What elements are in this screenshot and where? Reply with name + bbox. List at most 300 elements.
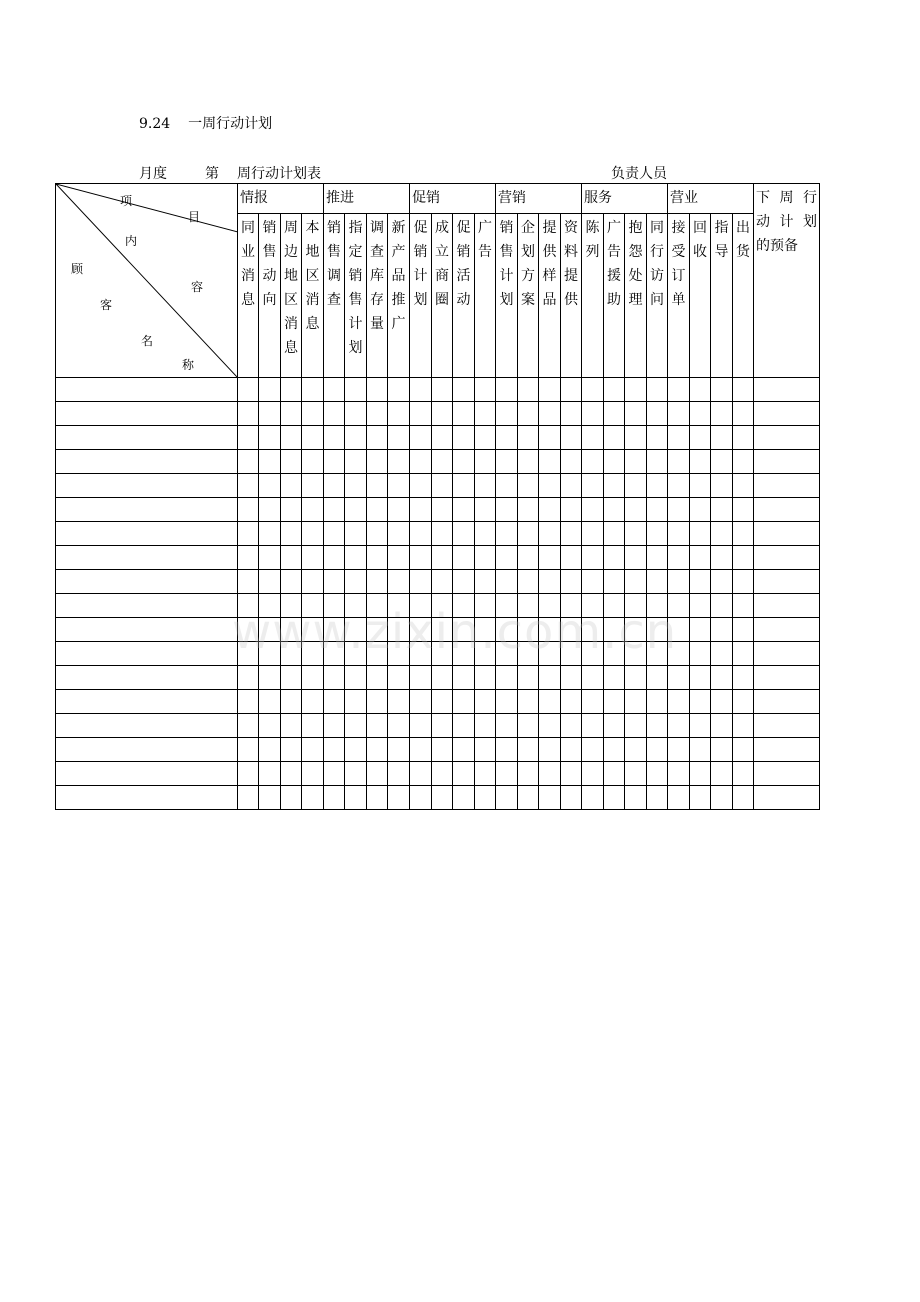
table-cell[interactable] <box>582 642 604 666</box>
table-cell[interactable] <box>238 450 259 474</box>
table-cell[interactable] <box>238 474 259 498</box>
table-cell[interactable] <box>647 618 668 642</box>
table-cell[interactable] <box>410 714 432 738</box>
table-cell[interactable] <box>302 450 324 474</box>
table-cell[interactable] <box>539 474 561 498</box>
table-cell[interactable] <box>410 498 432 522</box>
table-cell[interactable] <box>410 402 432 426</box>
table-cell[interactable] <box>561 498 582 522</box>
table-cell[interactable] <box>302 498 324 522</box>
table-cell[interactable] <box>561 474 582 498</box>
table-cell[interactable] <box>367 762 388 786</box>
table-cell[interactable] <box>625 786 647 810</box>
table-cell[interactable] <box>259 570 281 594</box>
table-cell[interactable] <box>582 594 604 618</box>
table-cell[interactable] <box>604 714 625 738</box>
table-cell[interactable] <box>367 498 388 522</box>
table-cell[interactable] <box>475 570 496 594</box>
table-cell[interactable] <box>324 618 345 642</box>
table-cell[interactable] <box>647 378 668 402</box>
table-cell[interactable] <box>410 570 432 594</box>
table-cell[interactable] <box>345 714 367 738</box>
table-cell[interactable] <box>453 738 475 762</box>
table-cell[interactable] <box>518 762 539 786</box>
next-week-plan-cell[interactable] <box>754 690 820 714</box>
table-cell[interactable] <box>733 714 754 738</box>
table-cell[interactable] <box>625 426 647 450</box>
table-cell[interactable] <box>281 594 302 618</box>
table-cell[interactable] <box>281 570 302 594</box>
table-cell[interactable] <box>432 378 453 402</box>
table-cell[interactable] <box>324 402 345 426</box>
table-cell[interactable] <box>711 762 733 786</box>
table-cell[interactable] <box>733 666 754 690</box>
table-cell[interactable] <box>345 426 367 450</box>
table-cell[interactable] <box>475 426 496 450</box>
table-cell[interactable] <box>324 570 345 594</box>
table-cell[interactable] <box>625 642 647 666</box>
table-cell[interactable] <box>410 474 432 498</box>
table-cell[interactable] <box>518 714 539 738</box>
table-cell[interactable] <box>518 738 539 762</box>
table-cell[interactable] <box>539 666 561 690</box>
table-cell[interactable] <box>324 762 345 786</box>
table-cell[interactable] <box>668 546 690 570</box>
next-week-plan-cell[interactable] <box>754 594 820 618</box>
table-cell[interactable] <box>367 690 388 714</box>
table-cell[interactable] <box>453 402 475 426</box>
table-cell[interactable] <box>496 402 518 426</box>
table-cell[interactable] <box>733 642 754 666</box>
customer-name-cell[interactable] <box>56 546 238 570</box>
table-cell[interactable] <box>388 570 410 594</box>
table-cell[interactable] <box>625 546 647 570</box>
table-cell[interactable] <box>733 426 754 450</box>
table-cell[interactable] <box>582 618 604 642</box>
next-week-plan-cell[interactable] <box>754 498 820 522</box>
table-cell[interactable] <box>345 402 367 426</box>
table-cell[interactable] <box>238 666 259 690</box>
table-cell[interactable] <box>410 546 432 570</box>
table-cell[interactable] <box>582 738 604 762</box>
table-cell[interactable] <box>238 498 259 522</box>
customer-name-cell[interactable] <box>56 690 238 714</box>
table-cell[interactable] <box>302 738 324 762</box>
table-cell[interactable] <box>475 714 496 738</box>
table-cell[interactable] <box>668 618 690 642</box>
table-cell[interactable] <box>690 426 711 450</box>
table-cell[interactable] <box>238 402 259 426</box>
table-cell[interactable] <box>690 762 711 786</box>
table-cell[interactable] <box>345 522 367 546</box>
customer-name-cell[interactable] <box>56 474 238 498</box>
table-cell[interactable] <box>281 474 302 498</box>
table-cell[interactable] <box>302 714 324 738</box>
table-cell[interactable] <box>604 618 625 642</box>
table-cell[interactable] <box>238 738 259 762</box>
table-cell[interactable] <box>582 762 604 786</box>
table-cell[interactable] <box>367 450 388 474</box>
table-cell[interactable] <box>324 666 345 690</box>
table-cell[interactable] <box>539 738 561 762</box>
table-cell[interactable] <box>302 690 324 714</box>
table-cell[interactable] <box>453 594 475 618</box>
table-cell[interactable] <box>582 474 604 498</box>
table-cell[interactable] <box>711 426 733 450</box>
table-cell[interactable] <box>733 594 754 618</box>
table-cell[interactable] <box>238 594 259 618</box>
table-cell[interactable] <box>539 714 561 738</box>
table-cell[interactable] <box>410 618 432 642</box>
next-week-plan-cell[interactable] <box>754 762 820 786</box>
table-cell[interactable] <box>496 570 518 594</box>
table-cell[interactable] <box>647 546 668 570</box>
table-cell[interactable] <box>604 570 625 594</box>
table-cell[interactable] <box>496 546 518 570</box>
table-cell[interactable] <box>625 522 647 546</box>
next-week-plan-cell[interactable] <box>754 786 820 810</box>
table-cell[interactable] <box>302 762 324 786</box>
table-cell[interactable] <box>388 546 410 570</box>
table-cell[interactable] <box>711 714 733 738</box>
table-cell[interactable] <box>690 498 711 522</box>
table-cell[interactable] <box>496 666 518 690</box>
next-week-plan-cell[interactable] <box>754 426 820 450</box>
table-cell[interactable] <box>388 618 410 642</box>
table-cell[interactable] <box>432 450 453 474</box>
table-cell[interactable] <box>345 570 367 594</box>
table-cell[interactable] <box>668 666 690 690</box>
table-cell[interactable] <box>496 714 518 738</box>
table-cell[interactable] <box>582 402 604 426</box>
customer-name-cell[interactable] <box>56 714 238 738</box>
table-cell[interactable] <box>539 786 561 810</box>
table-cell[interactable] <box>604 594 625 618</box>
table-cell[interactable] <box>518 642 539 666</box>
table-cell[interactable] <box>388 642 410 666</box>
table-cell[interactable] <box>711 690 733 714</box>
table-cell[interactable] <box>647 666 668 690</box>
table-cell[interactable] <box>690 402 711 426</box>
table-cell[interactable] <box>711 570 733 594</box>
table-cell[interactable] <box>604 450 625 474</box>
table-cell[interactable] <box>711 642 733 666</box>
table-cell[interactable] <box>302 546 324 570</box>
table-cell[interactable] <box>324 738 345 762</box>
table-cell[interactable] <box>561 738 582 762</box>
table-cell[interactable] <box>733 378 754 402</box>
table-cell[interactable] <box>475 786 496 810</box>
table-cell[interactable] <box>733 738 754 762</box>
table-cell[interactable] <box>582 786 604 810</box>
table-cell[interactable] <box>302 642 324 666</box>
table-cell[interactable] <box>345 642 367 666</box>
table-cell[interactable] <box>388 426 410 450</box>
table-cell[interactable] <box>345 378 367 402</box>
table-cell[interactable] <box>324 426 345 450</box>
table-cell[interactable] <box>625 570 647 594</box>
table-cell[interactable] <box>690 618 711 642</box>
table-cell[interactable] <box>238 642 259 666</box>
table-cell[interactable] <box>345 690 367 714</box>
table-cell[interactable] <box>410 642 432 666</box>
customer-name-cell[interactable] <box>56 786 238 810</box>
table-cell[interactable] <box>367 786 388 810</box>
table-cell[interactable] <box>711 378 733 402</box>
next-week-plan-cell[interactable] <box>754 714 820 738</box>
table-cell[interactable] <box>302 474 324 498</box>
table-cell[interactable] <box>302 402 324 426</box>
table-cell[interactable] <box>259 690 281 714</box>
table-cell[interactable] <box>668 642 690 666</box>
table-cell[interactable] <box>281 450 302 474</box>
table-cell[interactable] <box>539 594 561 618</box>
table-cell[interactable] <box>561 666 582 690</box>
table-cell[interactable] <box>711 522 733 546</box>
table-cell[interactable] <box>539 402 561 426</box>
table-cell[interactable] <box>733 498 754 522</box>
table-cell[interactable] <box>367 546 388 570</box>
next-week-plan-cell[interactable] <box>754 474 820 498</box>
table-cell[interactable] <box>604 474 625 498</box>
table-cell[interactable] <box>345 546 367 570</box>
table-cell[interactable] <box>604 762 625 786</box>
table-cell[interactable] <box>496 450 518 474</box>
table-cell[interactable] <box>367 474 388 498</box>
table-cell[interactable] <box>496 642 518 666</box>
table-cell[interactable] <box>668 450 690 474</box>
table-cell[interactable] <box>668 714 690 738</box>
next-week-plan-cell[interactable] <box>754 522 820 546</box>
table-cell[interactable] <box>647 738 668 762</box>
table-cell[interactable] <box>690 594 711 618</box>
table-cell[interactable] <box>475 618 496 642</box>
customer-name-cell[interactable] <box>56 666 238 690</box>
table-cell[interactable] <box>367 378 388 402</box>
table-cell[interactable] <box>625 618 647 642</box>
table-cell[interactable] <box>668 402 690 426</box>
table-cell[interactable] <box>690 738 711 762</box>
table-cell[interactable] <box>475 594 496 618</box>
table-cell[interactable] <box>345 786 367 810</box>
table-cell[interactable] <box>539 450 561 474</box>
table-cell[interactable] <box>324 450 345 474</box>
table-cell[interactable] <box>711 666 733 690</box>
table-cell[interactable] <box>238 522 259 546</box>
table-cell[interactable] <box>668 738 690 762</box>
table-cell[interactable] <box>518 426 539 450</box>
table-cell[interactable] <box>432 618 453 642</box>
table-cell[interactable] <box>604 426 625 450</box>
table-cell[interactable] <box>518 450 539 474</box>
next-week-plan-cell[interactable] <box>754 570 820 594</box>
table-cell[interactable] <box>281 714 302 738</box>
table-cell[interactable] <box>259 786 281 810</box>
customer-name-cell[interactable] <box>56 402 238 426</box>
table-cell[interactable] <box>690 714 711 738</box>
table-cell[interactable] <box>475 546 496 570</box>
table-cell[interactable] <box>604 498 625 522</box>
table-cell[interactable] <box>475 402 496 426</box>
table-cell[interactable] <box>367 522 388 546</box>
table-cell[interactable] <box>302 594 324 618</box>
table-cell[interactable] <box>668 522 690 546</box>
table-cell[interactable] <box>345 738 367 762</box>
table-cell[interactable] <box>625 402 647 426</box>
table-cell[interactable] <box>733 690 754 714</box>
table-cell[interactable] <box>432 474 453 498</box>
table-cell[interactable] <box>388 690 410 714</box>
table-cell[interactable] <box>539 546 561 570</box>
table-cell[interactable] <box>582 570 604 594</box>
table-cell[interactable] <box>432 738 453 762</box>
table-cell[interactable] <box>432 690 453 714</box>
table-cell[interactable] <box>647 474 668 498</box>
table-cell[interactable] <box>453 426 475 450</box>
table-cell[interactable] <box>453 498 475 522</box>
table-cell[interactable] <box>604 666 625 690</box>
customer-name-cell[interactable] <box>56 642 238 666</box>
table-cell[interactable] <box>432 642 453 666</box>
table-cell[interactable] <box>453 378 475 402</box>
table-cell[interactable] <box>647 762 668 786</box>
table-cell[interactable] <box>432 786 453 810</box>
table-cell[interactable] <box>238 714 259 738</box>
table-cell[interactable] <box>518 402 539 426</box>
table-cell[interactable] <box>690 474 711 498</box>
table-cell[interactable] <box>281 642 302 666</box>
table-cell[interactable] <box>733 474 754 498</box>
table-cell[interactable] <box>453 642 475 666</box>
table-cell[interactable] <box>647 522 668 546</box>
table-cell[interactable] <box>668 594 690 618</box>
customer-name-cell[interactable] <box>56 450 238 474</box>
table-cell[interactable] <box>561 450 582 474</box>
table-cell[interactable] <box>690 786 711 810</box>
table-cell[interactable] <box>259 762 281 786</box>
table-cell[interactable] <box>345 594 367 618</box>
table-cell[interactable] <box>302 378 324 402</box>
table-cell[interactable] <box>647 786 668 810</box>
table-cell[interactable] <box>432 498 453 522</box>
table-cell[interactable] <box>259 738 281 762</box>
table-cell[interactable] <box>410 426 432 450</box>
table-cell[interactable] <box>561 642 582 666</box>
table-cell[interactable] <box>496 786 518 810</box>
table-cell[interactable] <box>432 522 453 546</box>
table-cell[interactable] <box>367 666 388 690</box>
table-cell[interactable] <box>690 666 711 690</box>
table-cell[interactable] <box>561 762 582 786</box>
table-cell[interactable] <box>324 498 345 522</box>
table-cell[interactable] <box>410 690 432 714</box>
table-cell[interactable] <box>690 642 711 666</box>
table-cell[interactable] <box>518 522 539 546</box>
next-week-plan-cell[interactable] <box>754 738 820 762</box>
table-cell[interactable] <box>711 402 733 426</box>
table-cell[interactable] <box>475 690 496 714</box>
table-cell[interactable] <box>711 450 733 474</box>
table-cell[interactable] <box>582 690 604 714</box>
table-cell[interactable] <box>367 570 388 594</box>
table-cell[interactable] <box>259 450 281 474</box>
table-cell[interactable] <box>388 666 410 690</box>
table-cell[interactable] <box>345 498 367 522</box>
table-cell[interactable] <box>281 738 302 762</box>
table-cell[interactable] <box>647 450 668 474</box>
table-cell[interactable] <box>604 378 625 402</box>
table-cell[interactable] <box>539 498 561 522</box>
table-cell[interactable] <box>302 786 324 810</box>
table-cell[interactable] <box>259 378 281 402</box>
table-cell[interactable] <box>453 786 475 810</box>
table-cell[interactable] <box>647 570 668 594</box>
table-cell[interactable] <box>432 426 453 450</box>
table-cell[interactable] <box>453 570 475 594</box>
table-cell[interactable] <box>539 618 561 642</box>
table-cell[interactable] <box>302 666 324 690</box>
table-cell[interactable] <box>238 690 259 714</box>
table-cell[interactable] <box>281 402 302 426</box>
table-cell[interactable] <box>388 738 410 762</box>
table-cell[interactable] <box>281 546 302 570</box>
table-cell[interactable] <box>238 378 259 402</box>
table-cell[interactable] <box>410 666 432 690</box>
table-cell[interactable] <box>561 426 582 450</box>
customer-name-cell[interactable] <box>56 570 238 594</box>
table-cell[interactable] <box>345 666 367 690</box>
table-cell[interactable] <box>302 522 324 546</box>
table-cell[interactable] <box>496 522 518 546</box>
table-cell[interactable] <box>668 498 690 522</box>
table-cell[interactable] <box>453 474 475 498</box>
table-cell[interactable] <box>668 690 690 714</box>
table-cell[interactable] <box>668 474 690 498</box>
table-cell[interactable] <box>259 402 281 426</box>
table-cell[interactable] <box>711 474 733 498</box>
table-cell[interactable] <box>496 378 518 402</box>
table-cell[interactable] <box>238 570 259 594</box>
table-cell[interactable] <box>324 378 345 402</box>
table-cell[interactable] <box>518 546 539 570</box>
table-cell[interactable] <box>647 594 668 618</box>
table-cell[interactable] <box>733 618 754 642</box>
table-cell[interactable] <box>259 498 281 522</box>
table-cell[interactable] <box>410 522 432 546</box>
table-cell[interactable] <box>647 690 668 714</box>
table-cell[interactable] <box>711 738 733 762</box>
table-cell[interactable] <box>518 690 539 714</box>
table-cell[interactable] <box>733 450 754 474</box>
table-cell[interactable] <box>281 378 302 402</box>
table-cell[interactable] <box>496 738 518 762</box>
table-cell[interactable] <box>668 426 690 450</box>
table-cell[interactable] <box>668 786 690 810</box>
table-cell[interactable] <box>475 450 496 474</box>
table-cell[interactable] <box>518 498 539 522</box>
table-cell[interactable] <box>604 642 625 666</box>
table-cell[interactable] <box>388 402 410 426</box>
table-cell[interactable] <box>324 522 345 546</box>
table-cell[interactable] <box>367 618 388 642</box>
table-cell[interactable] <box>668 570 690 594</box>
table-cell[interactable] <box>345 450 367 474</box>
next-week-plan-cell[interactable] <box>754 618 820 642</box>
next-week-plan-cell[interactable] <box>754 642 820 666</box>
table-cell[interactable] <box>475 642 496 666</box>
table-cell[interactable] <box>711 546 733 570</box>
table-cell[interactable] <box>690 378 711 402</box>
